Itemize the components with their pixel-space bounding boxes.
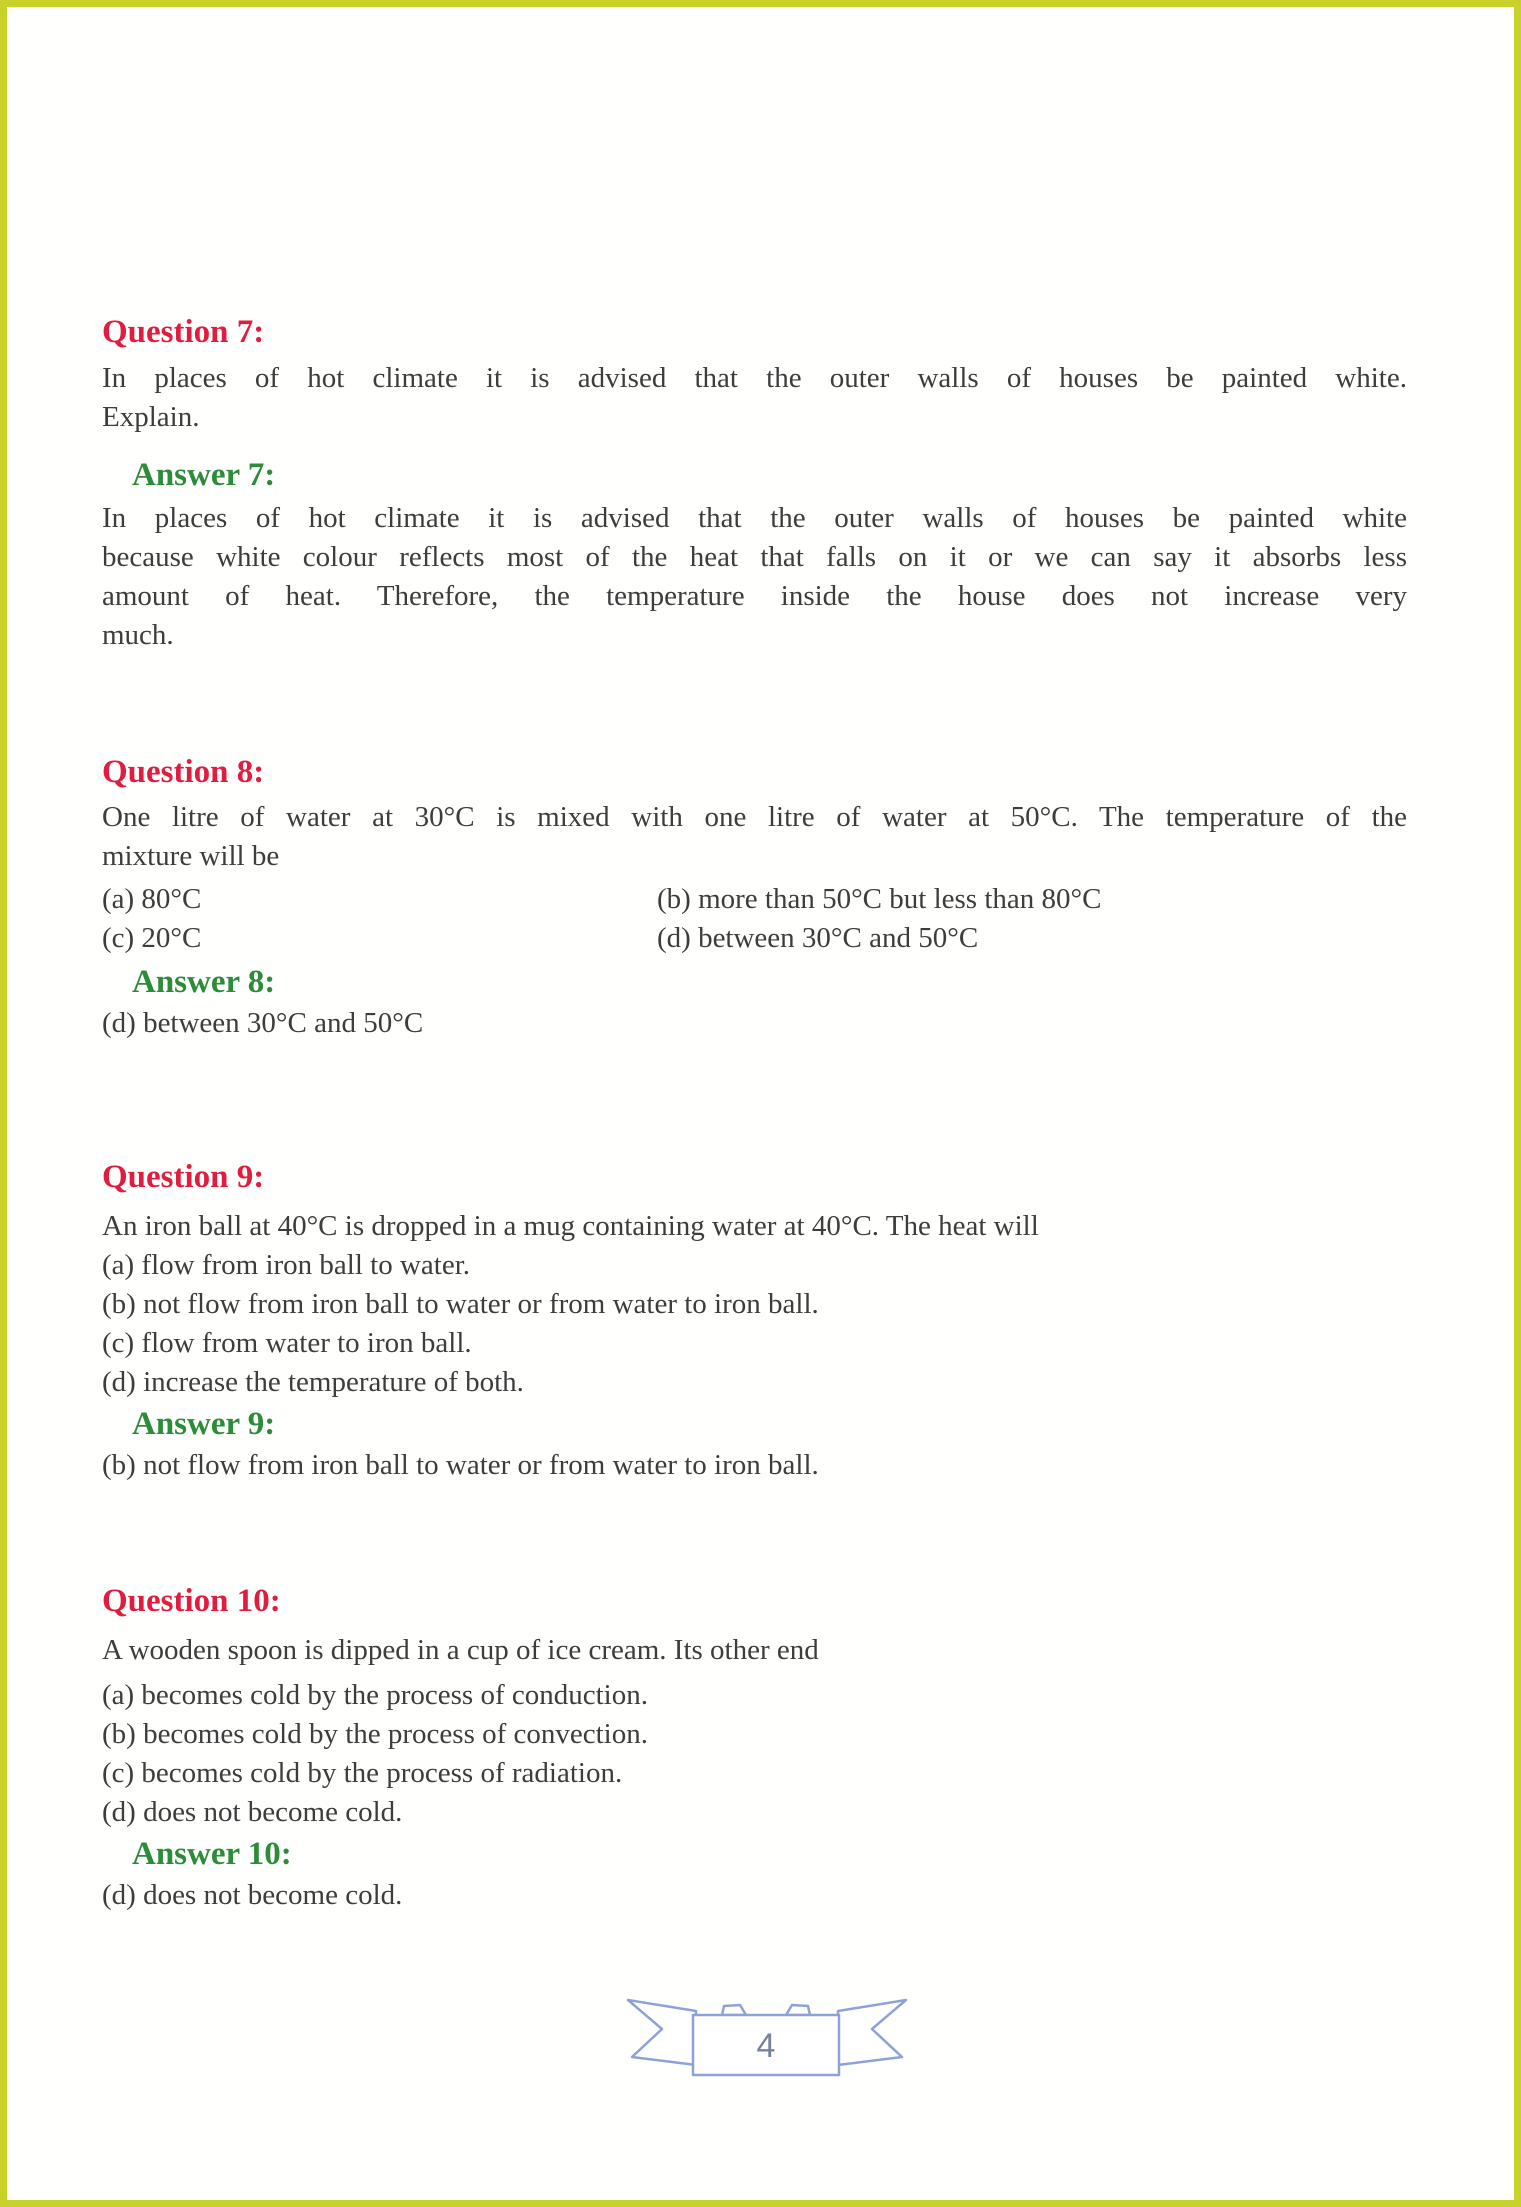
answer-7-heading: Answer 7: [132,457,276,493]
option-b: (b) not flow from iron ball to water or from water to iron ball. [102,1288,819,1320]
option-d: (d) does not become cold. [102,1796,403,1828]
option-d: (d) between 30°C and 50°C [657,922,979,954]
ribbon-banner-icon [622,1997,912,2082]
answer-10-text: (d) does not become cold. [102,1879,403,1911]
option-a: (a) becomes cold by the process of conduction. [102,1679,648,1711]
page-number-ribbon [622,1997,912,2082]
question-10-block [102,1579,1407,1915]
question-8-text [102,798,1407,876]
answer-9-heading: Answer 9: [132,1406,276,1442]
question-9-heading: Question 9: [102,1159,265,1195]
question-8-options [102,880,1407,958]
answer-7-text-line: much. [102,619,174,651]
question-10-text: A wooden spoon is dipped in a cup of ice cream. Its other end [102,1634,819,1666]
question-7-text [102,359,1407,437]
answer-7-text-line: amount of heat. Therefore, the temperature inside the house does not increase very [102,580,1407,612]
question-10-options [102,1676,1407,1832]
question-8-text-line: mixture will be [102,840,280,872]
option-c: (c) becomes cold by the process of radiation. [102,1757,623,1789]
question-10-heading: Question 10: [102,1583,281,1619]
question-7-text-line: In places of hot climate it is advised that the outer walls of houses be painted white. [102,362,1407,394]
option-c: (c) flow from water to iron ball. [102,1327,472,1359]
option-c: (c) 20°C [102,922,202,954]
question-8-block [102,750,1407,1043]
question-9-options [102,1246,1407,1402]
answer-8-heading: Answer 8: [132,964,276,1000]
answer-7-text [102,499,1407,655]
option-d: (d) increase the temperature of both. [102,1366,524,1398]
answer-7-text-line: because white colour reflects most of the heat that falls on it or we can say it absorbs less [102,541,1407,573]
option-a: (a) flow from iron ball to water. [102,1249,471,1281]
question-9-block [102,1155,1407,1485]
question-7-block [102,310,1407,655]
question-8-heading: Question 8: [102,754,265,790]
question-8-text-line: One litre of water at 30°C is mixed with one litre of water at 50°C. The temperature of the [102,801,1407,833]
answer-8-text: (d) between 30°C and 50°C [102,1007,424,1039]
question-9-text: An iron ball at 40°C is dropped in a mug containing water at 40°C. The heat will [102,1210,1039,1242]
option-b: (b) more than 50°C but less than 80°C [657,883,1102,915]
option-a: (a) 80°C [102,883,202,915]
page-number: 4 [756,2027,776,2065]
answer-10-heading: Answer 10: [132,1836,292,1872]
option-b: (b) becomes cold by the process of convection. [102,1718,648,1750]
question-7-text-line: Explain. [102,401,200,433]
question-7-heading: Question 7: [102,314,265,350]
answer-9-text: (b) not flow from iron ball to water or from water to iron ball. [102,1449,819,1481]
answer-7-text-line: In places of hot climate it is advised that the outer walls of houses be painted white [102,502,1407,534]
